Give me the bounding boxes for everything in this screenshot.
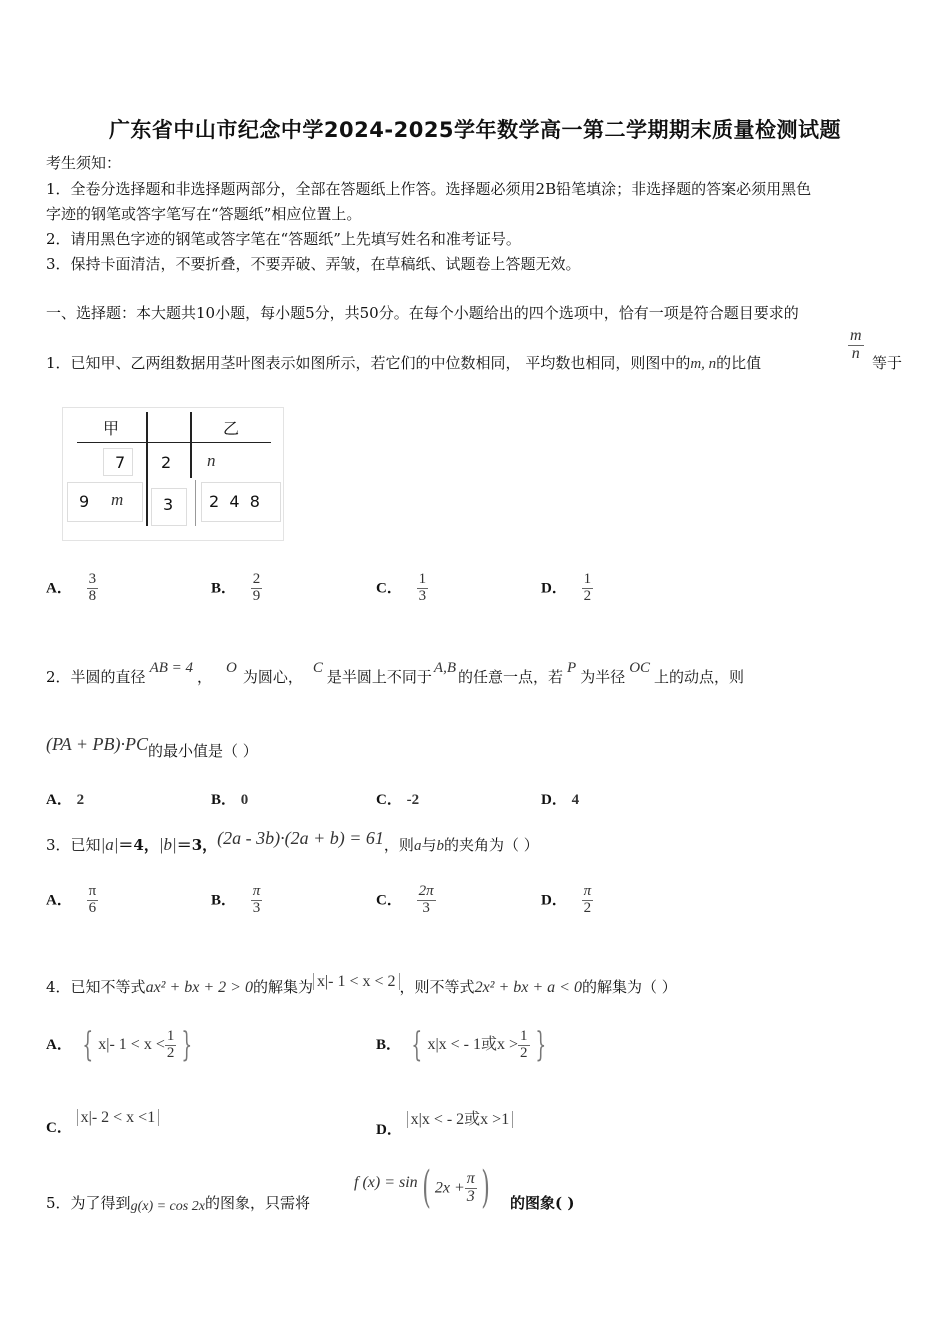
leaf-left-9: 9 (79, 492, 90, 511)
q3-expression: (2a - 3b)·(2a + b) = 61 (217, 828, 384, 848)
q3-option-b[interactable]: B． $\frac{\pi}{3}$ (211, 883, 261, 916)
question-5: 5．为了得到g(x) = cos 2x的图象，只需将 (46, 1194, 310, 1214)
q3-b-abs: |b| (158, 835, 177, 854)
q1-text: 已知甲、乙两组数据用茎叶图表示如图所示，若它们的中位数相同， 平均数也相同，则图中的 (70, 354, 691, 372)
notice-line-1: 1．全卷分选择题和非选择题两部分，全部在答题纸上作答。选择题必须用2B铅笔填涂；非选择题的答案必须用黑色 (46, 180, 812, 198)
q5-text-end: 的图象( ) (510, 1194, 575, 1212)
header-jia: 甲 (103, 419, 120, 438)
q2-option-d[interactable]: D． 4 (541, 792, 580, 808)
section-heading: 一、选择题：本大题共10小题，每小题5分，共50分。在每个小题给出的四个选项中，恰有一项是符合题目要求的 (46, 304, 799, 322)
q4-option-b[interactable]: B． { x|x < - 1或x > $\frac{1}{2}$ } (376, 1025, 546, 1065)
q4-inequality-2: 2x² + bx + a < 0 (474, 979, 582, 996)
q3-a-abs: |a| (100, 835, 119, 854)
q1-option-a[interactable]: A． $\frac{3}{8}$ (46, 571, 97, 604)
notice-line-3: 2．请用黑色字迹的钢笔或答字笔在“答题纸”上先填写姓名和准考证号。 (46, 230, 521, 248)
q1-text-c: 等于 (872, 354, 903, 372)
header-yi: 乙 (223, 419, 240, 438)
q4-option-a[interactable]: A． { x|- 1 < x < $\frac{1}{2}$ } (46, 1025, 193, 1065)
page-title: 广东省中山市纪念中学2024-2025学年数学高一第二学期期末质量检测试题 (108, 118, 842, 142)
stem-leaf-figure (62, 407, 284, 541)
q3-option-c[interactable]: C． $\frac{2\pi}{3}$ (376, 883, 434, 916)
q1-text-b: 的比值 (716, 354, 762, 372)
q4-option-c[interactable]: C． x|- 2 < x <1 (46, 1106, 159, 1127)
q5-g: g(x) = cos 2x (130, 1199, 205, 1214)
notice-line-4: 3．保持卡面清洁，不要折叠，不要弄破、弄皱，在草稿纸、试题卷上答题无效。 (46, 255, 581, 273)
q4-solution-set: x|- 1 < x < 2 (313, 973, 400, 990)
q2-option-c[interactable]: C． -2 (376, 792, 420, 808)
leaf-left-7: 7 (115, 453, 126, 472)
q2-ab: AB = 4 (149, 660, 194, 676)
leaf-right-248: 2 4 8 (209, 492, 260, 511)
notice-heading: 考生须知： (46, 154, 122, 172)
q1-ratio-fraction: $\frac{m}{n}$ (850, 327, 862, 362)
leaf-right-n: n (207, 451, 216, 470)
question-2-line-2: (PA + PB)·PC的最小值是（ ） (46, 734, 258, 760)
stem-2: 2 (161, 453, 172, 472)
q2-expression: (PA + PB)·PC (46, 734, 148, 754)
stem-3: 3 (163, 495, 174, 514)
q5-f-expression: f (x) = sin( 2x + $\frac{\pi}{3}$ ) (354, 1162, 490, 1213)
notice-line-2: 字迹的钢笔或答字笔写在“答题纸”相应位置上。 (46, 205, 362, 223)
q4-option-d[interactable]: D． x|x < - 2或x >1 (376, 1106, 513, 1129)
question-1 (46, 352, 761, 373)
q2-option-a[interactable]: A． 2 (46, 792, 85, 808)
question-4: 4．已知不等式ax² + bx + 2 > 0的解集为 x|- 1 < x < 2 ，则不等式2x² + bx + a < 0的解集为（ ） (46, 973, 677, 996)
question-3: 3．已知|a|＝4，|b|＝3，(2a - 3b)·(2a + b) = 61，则a与b的夹角为（ ） (46, 828, 539, 854)
q3-option-a[interactable]: A． $\frac{\pi}{6}$ (46, 883, 97, 916)
q1-option-b[interactable]: B． $\frac{2}{9}$ (211, 571, 261, 604)
q1-number: 1． (46, 354, 71, 372)
question-2: 2．半圆的直径 AB = 4 ， O 为圆心， C 是半圆上不同于 A,B 的任意一点，若 P 为半径 OC 上的动点，则 (46, 660, 745, 686)
q2-option-b[interactable]: B． 0 (211, 792, 249, 808)
q1-option-c[interactable]: C． $\frac{1}{3}$ (376, 571, 427, 604)
q1-vars: m, n (690, 356, 717, 372)
q1-option-d[interactable]: D． $\frac{1}{2}$ (541, 571, 592, 604)
leaf-left-m: m (111, 490, 124, 509)
q3-option-d[interactable]: D． $\frac{\pi}{2}$ (541, 883, 592, 916)
q4-inequality-1: ax² + bx + 2 > 0 (145, 979, 253, 996)
